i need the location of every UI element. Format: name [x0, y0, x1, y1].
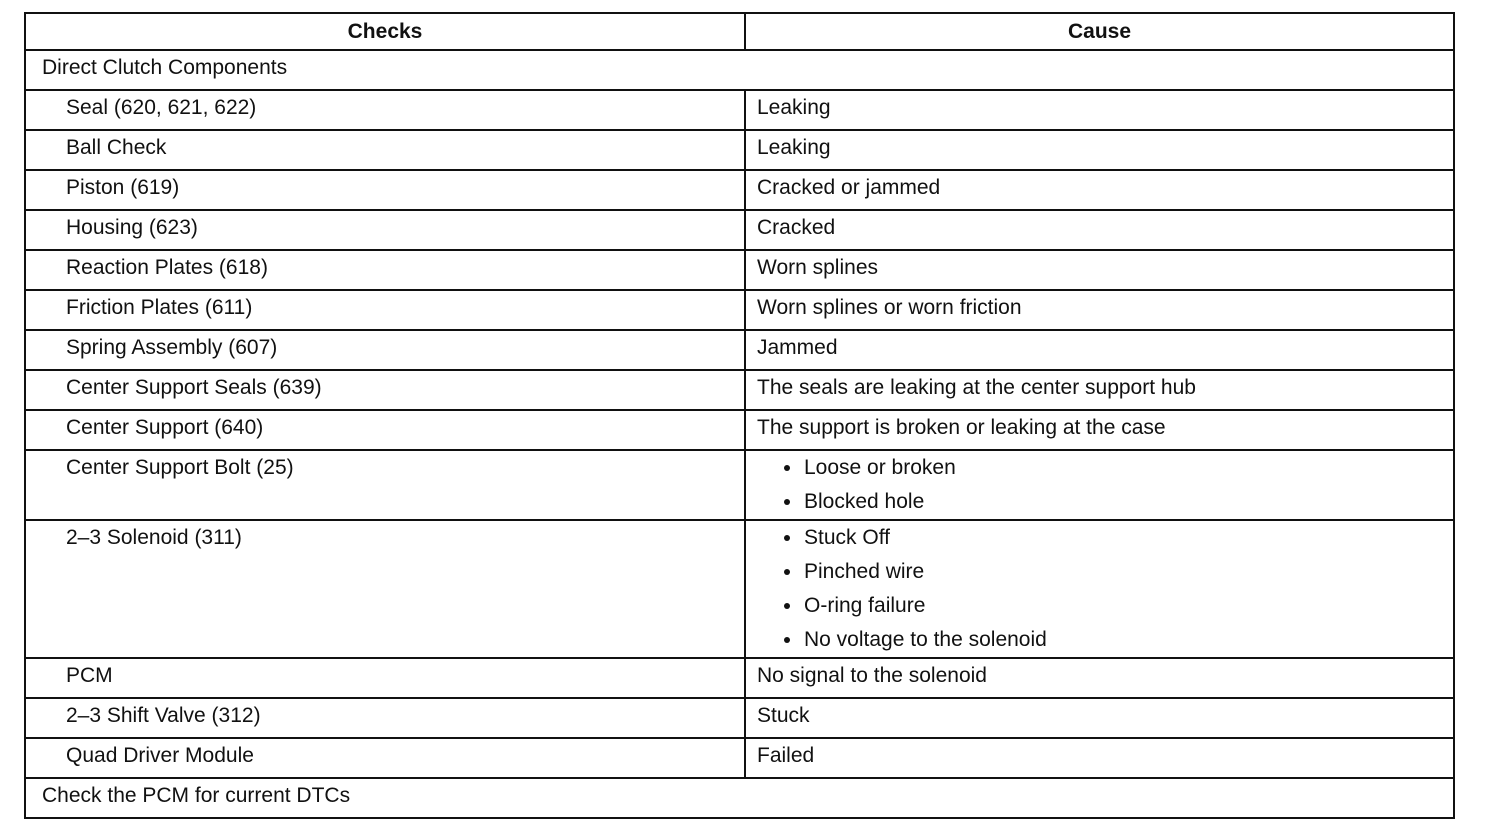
- table-row: [25, 658, 1454, 698]
- cause-bullet-list: [780, 455, 1453, 519]
- cause-bullet-item: Blocked hole: [780, 489, 1453, 519]
- diagnosis-table-container: [24, 12, 1453, 819]
- table-row: [25, 250, 1454, 290]
- cause-cell: Cracked: [745, 210, 1454, 250]
- header-row: [25, 13, 1454, 50]
- check-cell: Spring Assembly (607): [25, 330, 745, 370]
- cause-bullet-list: [780, 525, 1453, 657]
- check-cell: 2–3 Solenoid (311): [25, 520, 745, 658]
- cause-bullet-item: Pinched wire: [780, 559, 1453, 593]
- cause-cell: No signal to the solenoid: [745, 658, 1454, 698]
- check-cell: Center Support Bolt (25): [25, 450, 745, 520]
- check-cell: Quad Driver Module: [25, 738, 745, 778]
- cause-cell: Jammed: [745, 330, 1454, 370]
- section-row: [25, 50, 1454, 90]
- cause-column-header: Cause: [745, 13, 1454, 50]
- diagnosis-table: [24, 12, 1455, 819]
- cause-cell: Worn splines: [745, 250, 1454, 290]
- cause-cell: Leaking: [745, 130, 1454, 170]
- check-cell: Center Support Seals (639): [25, 370, 745, 410]
- table-row: [25, 520, 1454, 658]
- cause-bullet-item: Stuck Off: [780, 525, 1453, 559]
- check-cell: Friction Plates (611): [25, 290, 745, 330]
- table-row: [25, 738, 1454, 778]
- cause-bullet-item: Loose or broken: [780, 455, 1453, 489]
- check-cell: 2–3 Shift Valve (312): [25, 698, 745, 738]
- check-cell: Reaction Plates (618): [25, 250, 745, 290]
- table-row: [25, 290, 1454, 330]
- section-title: Direct Clutch Components: [25, 50, 1454, 90]
- cause-cell: Leaking: [745, 90, 1454, 130]
- table-row: [25, 330, 1454, 370]
- cause-bullet-item: O-ring failure: [780, 593, 1453, 627]
- table-row: [25, 698, 1454, 738]
- checks-column-header: Checks: [25, 13, 745, 50]
- check-cell: Housing (623): [25, 210, 745, 250]
- check-cell: Seal (620, 621, 622): [25, 90, 745, 130]
- table-row: [25, 210, 1454, 250]
- table-row: [25, 130, 1454, 170]
- cause-cell: [745, 520, 1454, 658]
- check-cell: Piston (619): [25, 170, 745, 210]
- cause-cell: Stuck: [745, 698, 1454, 738]
- cause-bullet-item: No voltage to the solenoid: [780, 627, 1453, 657]
- table-row: [25, 450, 1454, 520]
- table-row: [25, 370, 1454, 410]
- cause-cell: The support is broken or leaking at the case: [745, 410, 1454, 450]
- cause-cell: Cracked or jammed: [745, 170, 1454, 210]
- footer-row: [25, 778, 1454, 818]
- check-cell: PCM: [25, 658, 745, 698]
- table-row: [25, 170, 1454, 210]
- table-row: [25, 410, 1454, 450]
- cause-cell: The seals are leaking at the center support hub: [745, 370, 1454, 410]
- cause-cell: [745, 450, 1454, 520]
- check-cell: Center Support (640): [25, 410, 745, 450]
- cause-cell: Failed: [745, 738, 1454, 778]
- footer-note: Check the PCM for current DTCs: [25, 778, 1454, 818]
- check-cell: Ball Check: [25, 130, 745, 170]
- table-row: [25, 90, 1454, 130]
- cause-cell: Worn splines or worn friction: [745, 290, 1454, 330]
